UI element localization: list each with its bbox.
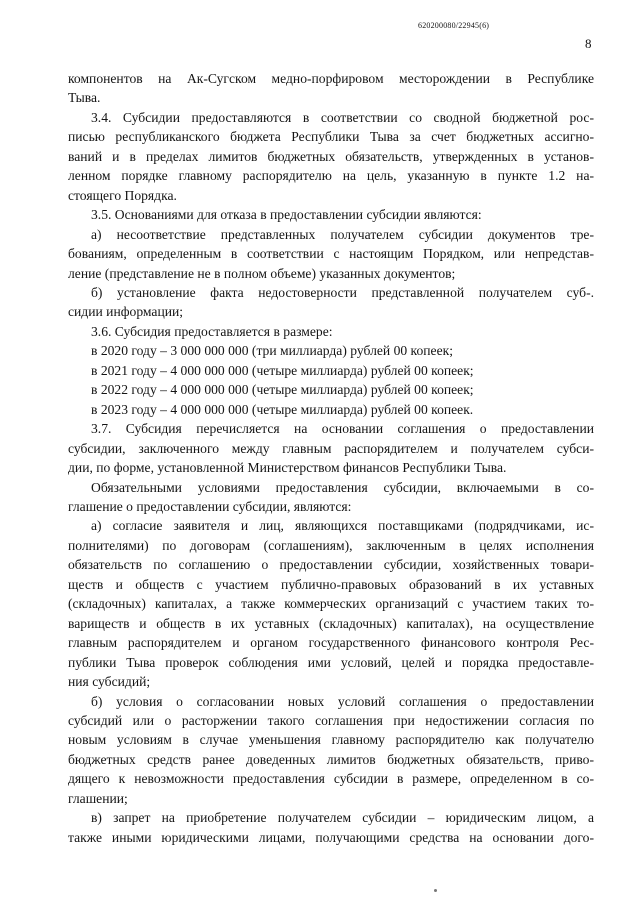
text-line: Тыва. [68,90,101,106]
text-line: 3.7. Субсидия перечисляется на основании соглашения о предоставлении [91,421,594,437]
text-line: писью республиканского бюджета Республики Тыва за счет бюджетных ассигно- [68,129,594,145]
text-line: главным распорядителем и органом государственного финансового контроля Рес- [68,635,594,651]
text-line: в 2021 году – 4 000 000 000 (четыре миллиарда) рублей 00 копеек; [91,362,474,378]
text-line: бованиям, определенным в соответствии с настоящим Порядком, или непредстав- [68,246,594,262]
text-line: глашении; [68,790,128,806]
text-line: сидии информации; [68,304,184,320]
text-line: в 2023 году – 4 000 000 000 (четыре миллиарда) рублей 00 копеек. [91,401,474,417]
document-id: 620200080/22945(6) [418,21,490,30]
document-body [68,69,594,847]
text-line: б) установление факта недостоверности представленной получателем суб-. [91,284,594,300]
text-line: также иными юридическими лицами, получающими средства на основании дого- [68,829,594,845]
text-line: 3.6. Субсидия предоставляется в размере: [91,323,333,339]
text-line: Обязательными условиями предоставления субсидии, включаемыми в со- [91,479,594,495]
text-line: обязательств по соглашению о предоставлении субсидии, хозяйственных товари- [68,557,594,573]
text-line: публики Тыва проверок соблюдения ими условий, целей и порядка предоставле- [68,654,594,670]
text-line: ленном порядке главному распорядителю на цель, указанную в пункте 1.2 на- [68,168,594,184]
scan-speck [434,889,437,892]
text-line: стоящего Порядка. [68,187,177,203]
text-line: ния субсидий; [68,674,151,690]
text-line: новым условиям в случае уменьшения главному распорядителю как получателю [68,732,594,748]
text-line: б) условия о согласовании новых условий соглашения о предоставлении [91,693,594,709]
text-line: в 2020 году – 3 000 000 000 (три миллиарда) рублей 00 копеек; [91,343,453,359]
page-number: 8 [585,36,592,51]
text-line: в 2022 году – 4 000 000 000 (четыре миллиарда) рублей 00 копеек; [91,382,474,398]
text-line: а) согласие заявителя и лиц, являющихся поставщиками (подрядчиками, ис- [91,518,594,534]
text-line: ществ и обществ с участием публично-правовых образований в их уставных [68,576,594,592]
text-line: ваний и в пределах лимитов бюджетных обязательств, утвержденных в установ- [68,148,594,164]
text-line: 3.5. Основаниями для отказа в предоставлении субсидии являются: [91,207,482,223]
text-line: ление (представление не в полном объеме) указанных документов; [68,265,456,281]
text-line: субсидии, заключенного между главным распорядителем и получателем субси- [68,440,594,456]
text-line: субсидий или о расторжении такого соглашения при недостижении согласия по [68,712,594,728]
text-line: бюджетных средств ранее доведенных лимитов бюджетных обязательств, приво- [68,751,594,767]
text-line: полнителями) по договорам (соглашениям), заключенным в целях исполнения [68,537,594,553]
text-line: (складочных) капиталах, а также коммерческих организаций с участием таких то- [68,596,594,612]
text-line: вариществ и обществ в их уставных (складочных) капиталах), на осуществление [68,615,594,631]
text-line: компонентов на Ак-Сугском медно-порфировом месторождении в Республике [68,71,594,86]
text-line: дии, по форме, установленной Министерством финансов Республики Тыва. [68,460,507,476]
text-line: дящего к невозможности предоставления субсидии в размере, определенном в со- [68,771,594,787]
text-line: в) запрет на приобретение получателем субсидии – юридическим лицом, а [91,810,594,826]
text-line: а) несоответствие представленных получателем субсидии документов тре- [91,226,594,242]
text-line: 3.4. Субсидии предоставляются в соответствии со сводной бюджетной рос- [91,109,594,125]
text-line: глашение о предоставлении субсидии, являются: [68,498,352,514]
